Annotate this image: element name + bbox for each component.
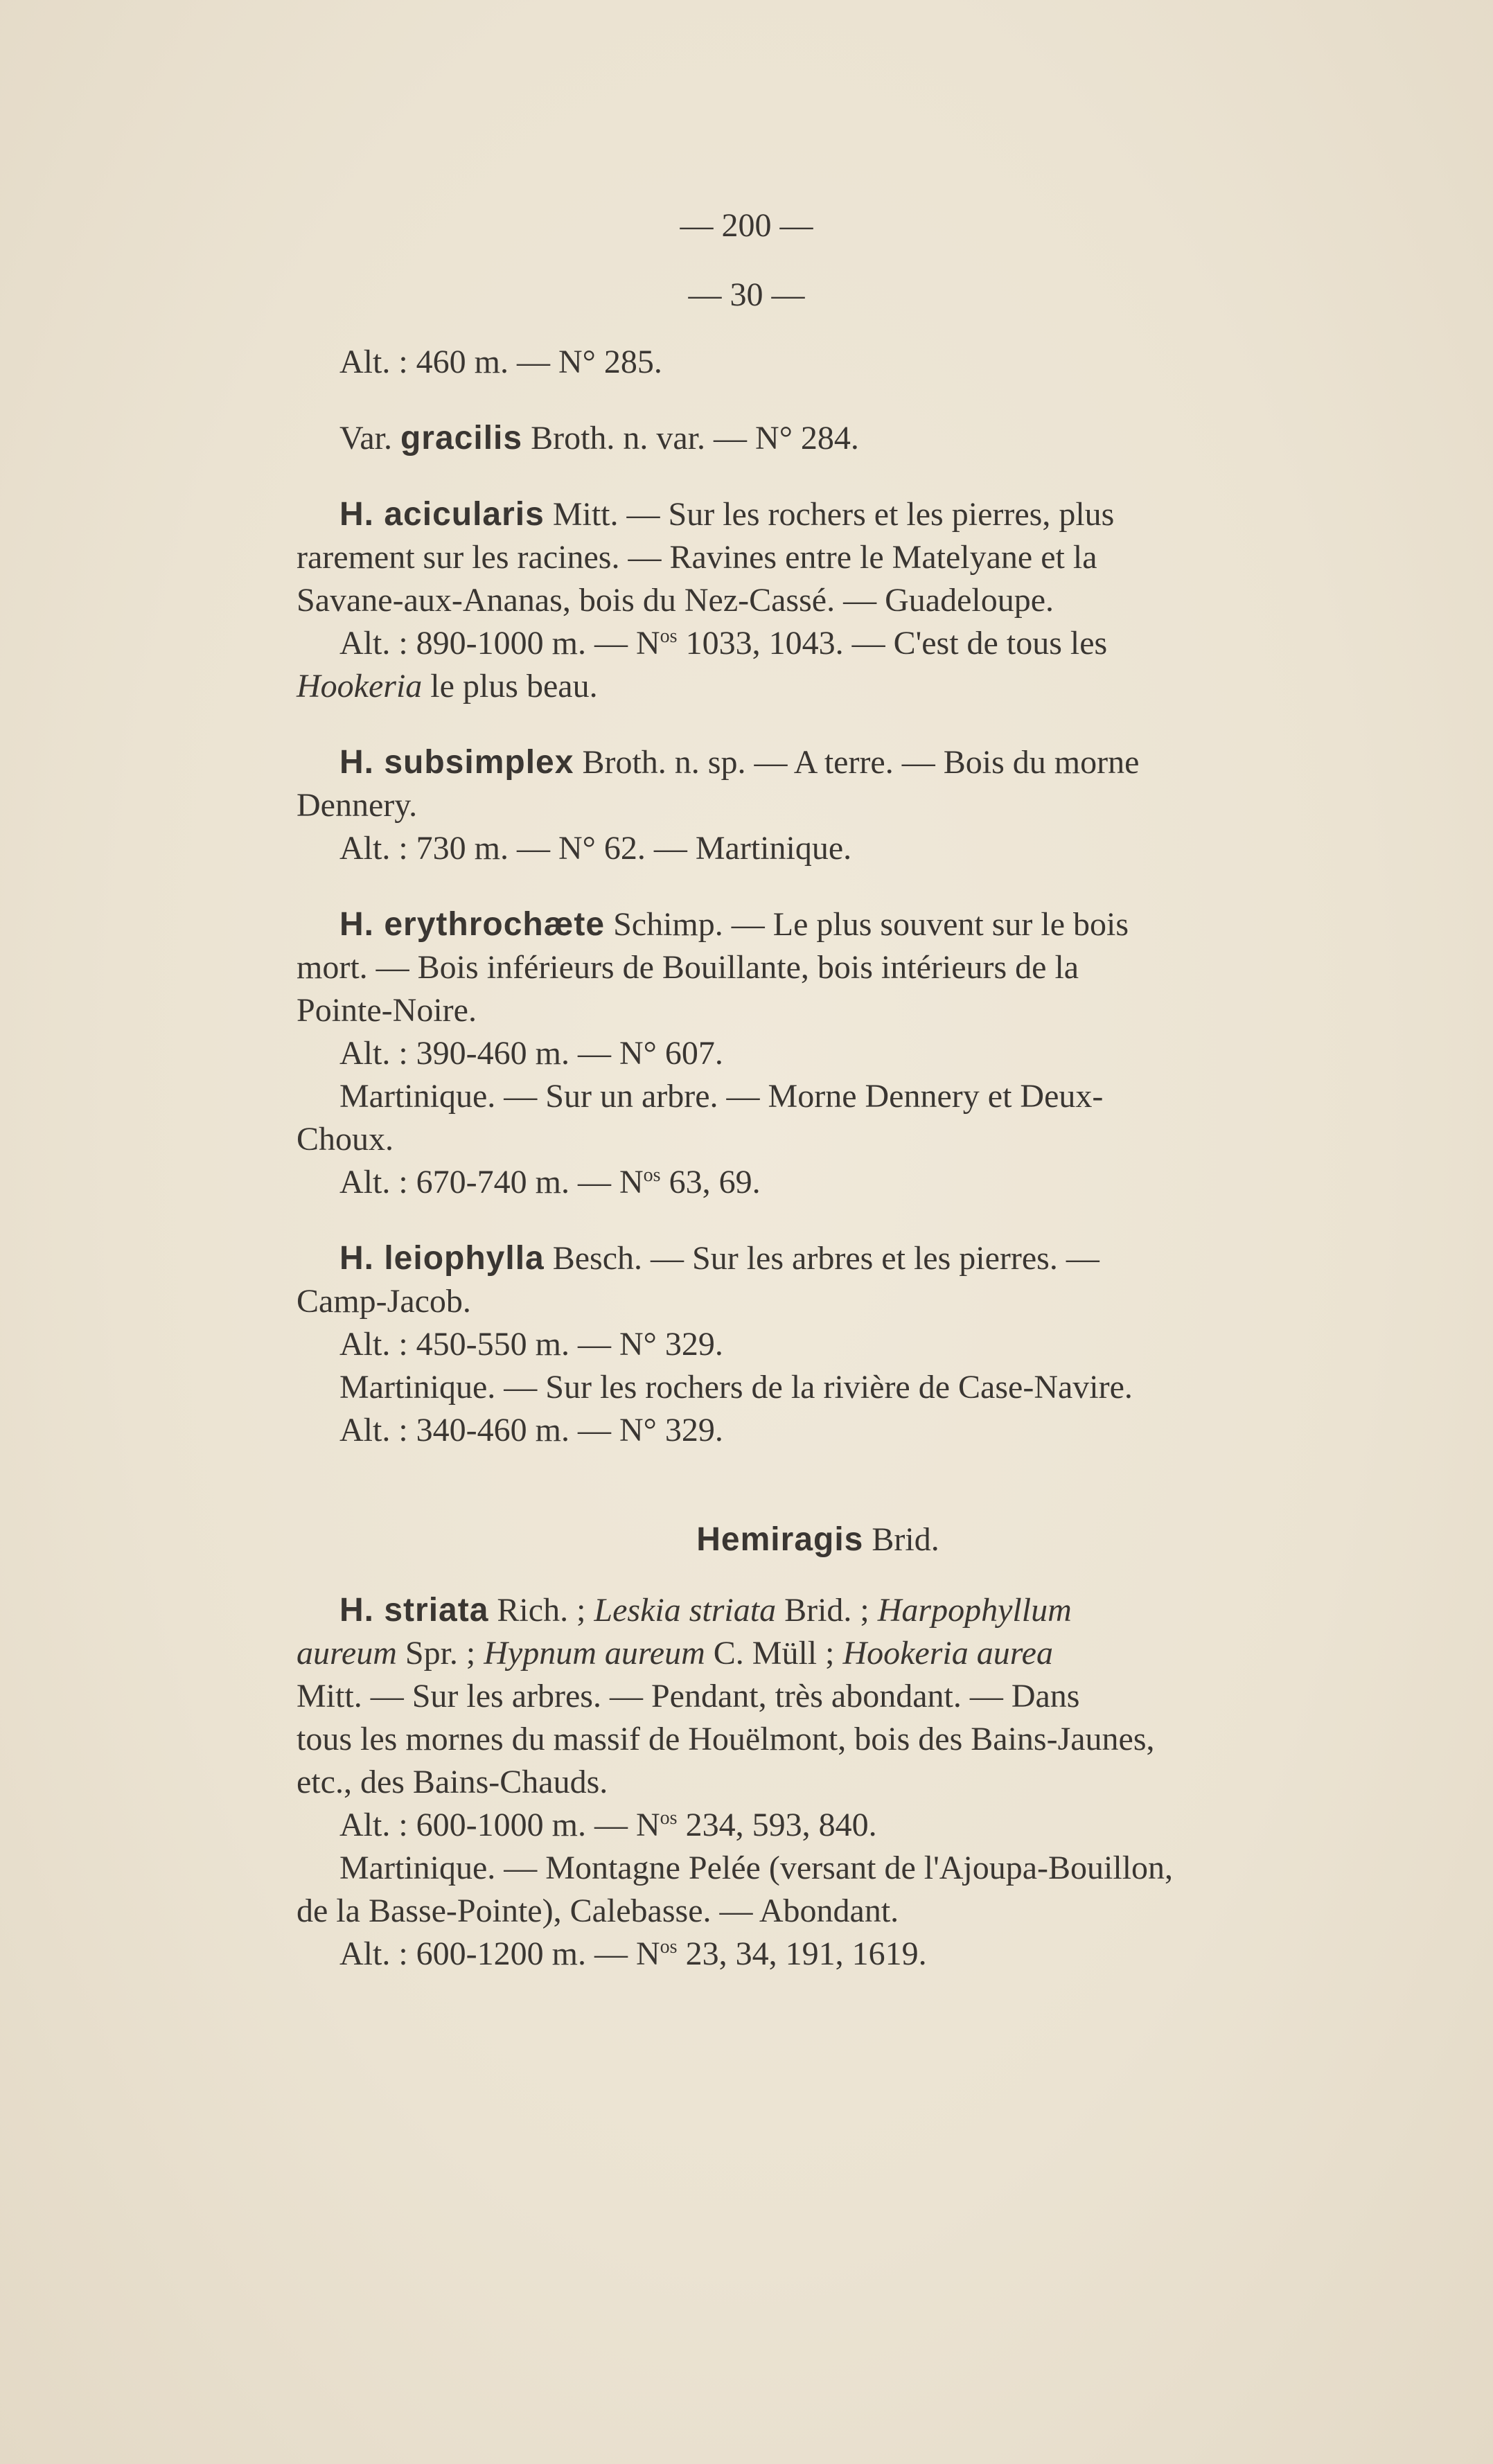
page-number-sub: — 30 — xyxy=(688,276,805,313)
text-column xyxy=(297,341,1339,1976)
species-entry-subsimplex: H. subsimplex Broth. n. sp. — A terre. — Bois du morne Dennery. Alt. : 730 m. — N° 62. — Martinique. xyxy=(297,744,1140,867)
variety-entry: Var. gracilis Broth. n. var. — N° 284. xyxy=(339,420,859,457)
genus-heading: Hemiragis Brid. xyxy=(696,1521,939,1558)
species-entry-striata: H. striata Rich. ; Leskia striata Brid. ; Harpophyllum aureum Spr. ; Hypnum aureum C. Müll ; Hookeria aurea Mitt. — Sur les arbres. — Pendant, très abondant. — Dans tous les mornes du massif de Houëlmont, bois des Bains-Jaunes, etc., des Bains-Chauds. Alt. : 600-1000 m. — $N^{os}$ 234, 593, 840. Martinique. — Montagne Pelée (versant de l'Ajoupa-Bouillon, de la Basse-Pointe), Calebasse. — Abondant. Alt. : 600-1200 m. — $N^{os}$ 23, 34, 191, 1619. xyxy=(297,1592,1174,1972)
alt-line: Alt. : 460 m. — N° 285. xyxy=(339,344,662,380)
page-number-main: — 200 — xyxy=(680,207,813,244)
species-entry-erythrochaete: H. erythrochæte Schimp. — Le plus souvent sur le bois mort. — Bois inférieurs de Bouillante, bois intérieurs de la Pointe-Noire. Alt. : 390-460 m. — N° 607. Martinique. — Sur un arbre. — Morne Dennery et Deux- Choux. Alt. : 670-740 m. — $N^{os}$ 63, 69. xyxy=(297,906,1129,1200)
species-entry-acicularis: H. acicularis Mitt. — Sur les rochers et les pierres, plus rarement sur les racines. — Ravines entre le Matelyane et la Savane-aux-Ananas, bois du Nez-Cassé. — Guadeloupe. Alt. : 890-1000 m. — $N^{os}$ 1033, 1043. — C'est de tous les Hookeria le plus beau. xyxy=(297,496,1115,704)
species-entry-leiophylla: H. leiophylla Besch. — Sur les arbres et les pierres. — Camp-Jacob. Alt. : 450-550 m. — N° 329. Martinique. — Sur les rochers de la rivière de Case-Navire. Alt. : 340-460 m. — N° 329. xyxy=(297,1240,1133,1448)
